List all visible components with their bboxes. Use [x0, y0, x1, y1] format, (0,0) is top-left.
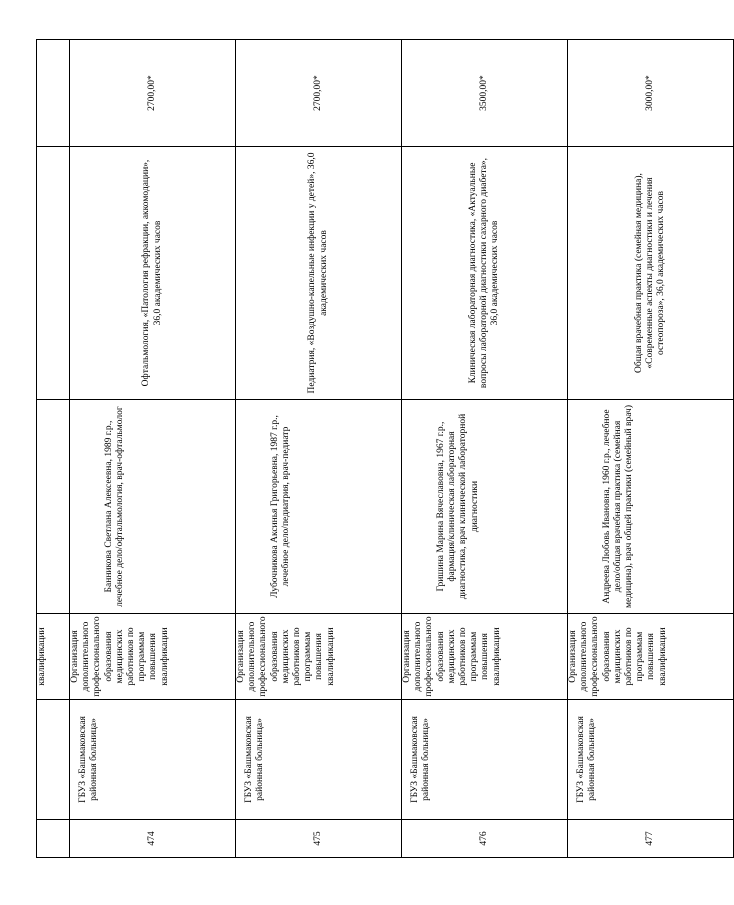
specialist-cell: Андреева Любовь Ивановна, 1960 г.р., лечебное дело/общая врачебная практика (семейная медицина), врач общей практики (семейный врач): [568, 400, 734, 614]
program-cell: Организация дополнительного профессионального образования медицинских работников по программам повышения квалификации: [402, 614, 568, 700]
header-cell-org: [37, 700, 70, 820]
program-cell: Организация дополнительного профессионального образования медицинских работников по программам повышения квалификации: [236, 614, 402, 700]
price-cell: 2700,00*: [70, 40, 236, 147]
organization-cell: ГБУЗ «Башмаковская районная больница»: [402, 700, 568, 820]
header-cell-spec: [37, 400, 70, 614]
organization-cell: ГБУЗ «Башмаковская районная больница»: [236, 700, 402, 820]
header-cell-prog: квалификации: [37, 614, 70, 700]
price-cell: 2700,00*: [236, 40, 402, 147]
organization-cell: ГБУЗ «Башмаковская районная больница»: [568, 700, 734, 820]
table-row: [236, 40, 402, 858]
row-number: 476: [402, 820, 568, 858]
course-cell: Педиатрия, «Воздушно-капельные инфекции у детей», 36,0 академических часов: [236, 147, 402, 400]
specialist-cell: Лубочникова Аксинья Григорьевна, 1987 г.р., лечебное дело/педиатрия, врач-педиатр: [236, 400, 402, 614]
specialist-cell: Гришина Марина Вячеславовна, 1967 г.р., фармация/клиническая лабораторная диагностика, врач клинической лабораторной диагностики: [402, 400, 568, 614]
table-header-row: [37, 40, 70, 858]
course-cell: Общая врачебная практика (семейная медицина), «Современные аспекты диагностики и лечения остеопороза», 36,0 академических часов: [568, 147, 734, 400]
table-row: [568, 40, 734, 858]
header-cell-course: [37, 147, 70, 400]
rotated-table: [36, 40, 668, 858]
course-cell: Офтальмология, «Патология рефракции, аккомодации», 36,0 академических часов: [70, 147, 236, 400]
table-row: [70, 40, 236, 858]
row-number: 474: [70, 820, 236, 858]
header-cell-price: [37, 40, 70, 147]
program-cell: Организация дополнительного профессионального образования медицинских работников по программам повышения квалификации: [568, 614, 734, 700]
training-table: [36, 39, 734, 858]
rotated-table-container: [36, 40, 668, 858]
course-cell: Клиническая лабораторная диагностика, «Актуальные вопросы лабораторной диагностики сахарного диабета», 36,0 академических часов: [402, 147, 568, 400]
price-cell: 3000,00*: [568, 40, 734, 147]
specialist-cell: Банникова Светлана Алексеевна, 1989 г.р., лечебное дело/офтальмология, врач-офтальмолог: [70, 400, 236, 614]
row-number: 477: [568, 820, 734, 858]
table-row: [402, 40, 568, 858]
header-cell-num: [37, 820, 70, 858]
organization-cell: ГБУЗ «Башмаковская районная больница»: [70, 700, 236, 820]
row-number: 475: [236, 820, 402, 858]
price-cell: 3500,00*: [402, 40, 568, 147]
program-cell: Организация дополнительного профессионального образования медицинских работников по программам повышения квалификации: [70, 614, 236, 700]
